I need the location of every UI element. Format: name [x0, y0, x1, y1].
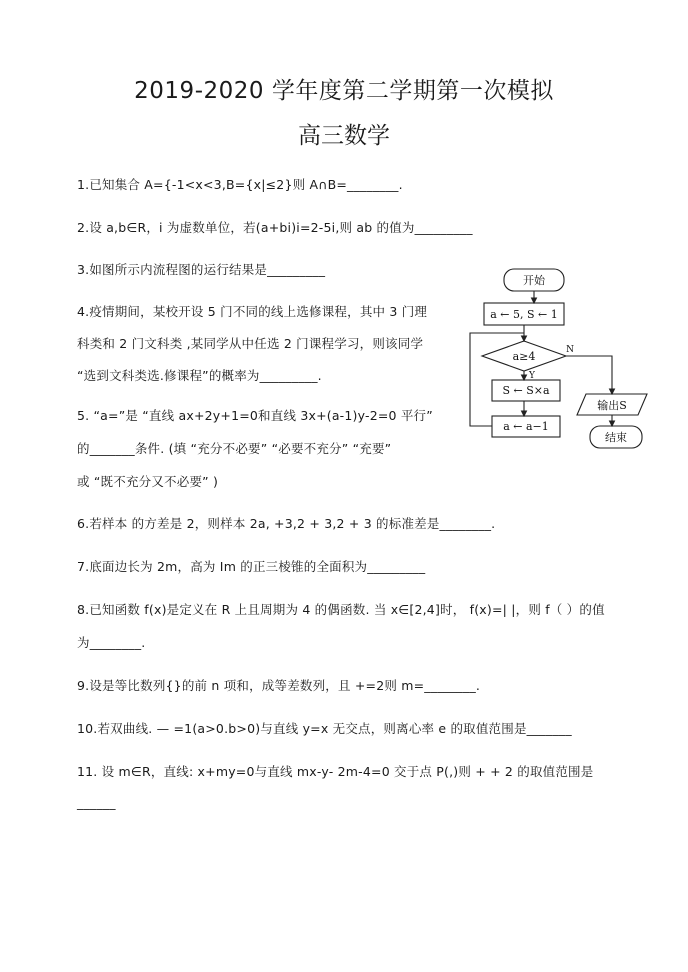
question-11-line-1: 11. 设 m∈R，直线: x+my=0与直线 mx-y- 2m-4=0 交于点 P(,)则 + + 2 的取值范围是 — [77, 764, 594, 779]
flow-condition-label: a≥4 — [512, 350, 536, 363]
page-subtitle: 高三数学 — [298, 123, 390, 149]
question-10: 10.若双曲线. — =1(a>0.b>0)与直线 y=x 无交点，则离心率 e 的取值范围是_______ — [77, 721, 572, 736]
question-3: 3.如图所示内流程图的运行结果是_________ — [77, 262, 326, 277]
question-4-line-1: 4.疫情期间，某校开设 5 门不同的线上选修课程，其中 3 门理 — [77, 304, 428, 319]
question-1: 1.已知集合 A={-1<x<3,B={x|≤2}则 A∩B=________. — [77, 177, 403, 192]
question-5-line-2: 的_______条件. (填 “充分不必要” “必要不充分” “充要” — [77, 441, 392, 456]
flowchart — [466, 263, 676, 458]
question-2: 2.设 a,b∈R，i 为虚数单位，若(a+bi)i=2-5i,则 ab 的值为_________ — [77, 220, 473, 235]
flow-decrement-label: a ← a−1 — [503, 420, 549, 433]
question-4-line-2: 科类和 2 门文科类 ,某同学从中任选 2 门课程学习，则该同学 — [77, 336, 424, 351]
question-5-line-3: 或 “既不充分又不必要” ) — [77, 474, 219, 489]
flow-multiply-label: S ← S×a — [502, 384, 550, 397]
flow-no-label: N — [566, 345, 574, 355]
question-4-line-3: “选到文科类选.修课程”的概率为_________. — [77, 368, 322, 383]
question-9: 9.设是等比数列{}的前 n 项和，成等差数列，且 +=2则 m=________. — [77, 678, 481, 693]
flow-init-label: a ← 5, S ← 1 — [490, 308, 558, 321]
question-5-line-1: 5. “a=”是 “直线 ax+2y+1=0和直线 3x+(a-1)y-2=0 平行” — [77, 408, 433, 423]
question-6: 6.若样本 的方差是 2，则样本 2a, +3,2 + 3,2 + 3 的标准差是________. — [77, 516, 496, 531]
question-8-line-1: 8.已知函数 f(x)是定义在 R 上且周期为 4 的偶函数. 当 x∈[2,4]时， f(x)=| |，则 f（ ）的值 — [77, 602, 605, 617]
flow-yes-label: Y — [529, 371, 535, 381]
flow-end-label: 结束 — [605, 431, 627, 444]
flow-start-label: 开始 — [523, 274, 545, 287]
question-11-line-2: ______ — [77, 795, 116, 810]
question-7: 7.底面边长为 2m，高为 Im 的正三棱锥的全面积为_________ — [77, 559, 426, 574]
flow-output-label: 输出S — [597, 399, 627, 412]
question-8-line-2: 为________. — [77, 635, 146, 650]
page-title: 2019-2020 学年度第二学期第一次模拟 — [134, 78, 554, 104]
